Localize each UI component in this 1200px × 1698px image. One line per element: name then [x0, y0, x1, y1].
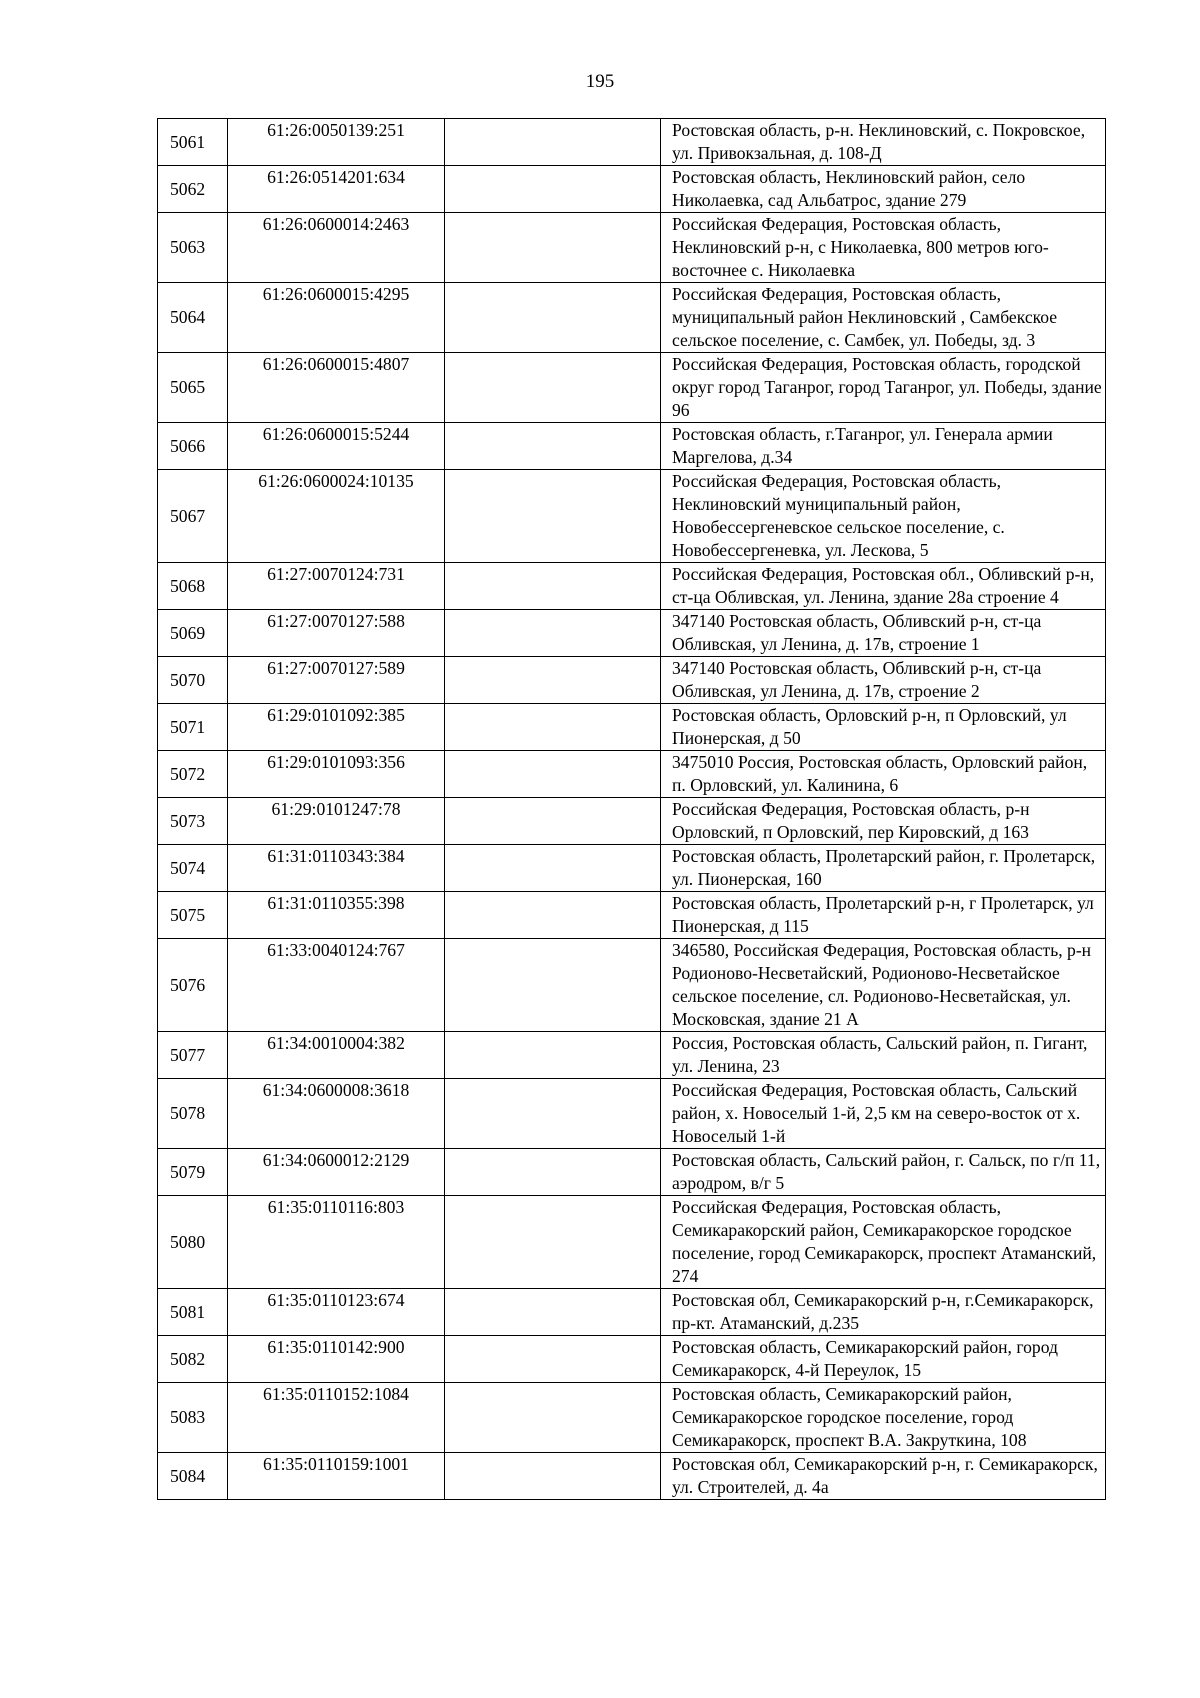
table-row — [158, 704, 1106, 751]
address: Ростовская область, р-н. Неклиновский, с. Покровское, ул. Привокзальная, д. 108-Д — [661, 119, 1106, 166]
empty-cell — [445, 1196, 661, 1289]
cadastral-number: 61:35:0110116:803 — [228, 1196, 445, 1289]
table-row — [158, 1032, 1106, 1079]
address: Ростовская область, Семикаракорский район, Семикаракорское городское поселение, город Семикаракорск, проспект В.А. Закруткина, 108 — [661, 1383, 1106, 1453]
cadastral-number: 61:31:0110343:384 — [228, 845, 445, 892]
table-row — [158, 166, 1106, 213]
cadastral-number: 61:34:0010004:382 — [228, 1032, 445, 1079]
empty-cell — [445, 845, 661, 892]
empty-cell — [445, 166, 661, 213]
row-number: 5082 — [158, 1336, 228, 1383]
table-row — [158, 563, 1106, 610]
row-number: 5078 — [158, 1079, 228, 1149]
table-row — [158, 845, 1106, 892]
table-row — [158, 423, 1106, 470]
row-number: 5070 — [158, 657, 228, 704]
empty-cell — [445, 751, 661, 798]
empty-cell — [445, 1032, 661, 1079]
row-number: 5069 — [158, 610, 228, 657]
empty-cell — [445, 119, 661, 166]
row-number: 5076 — [158, 939, 228, 1032]
cadastral-number: 61:33:0040124:767 — [228, 939, 445, 1032]
row-number: 5068 — [158, 563, 228, 610]
address: 346580, Российская Федерация, Ростовская область, р-н Родионово-Несветайский, Родионово-Несветайское сельское поселение, сл. Родионово-Несветайская, ул. Московская, здание 21 А — [661, 939, 1106, 1032]
table-row — [158, 751, 1106, 798]
address: Ростовская область, Сальский район, г. Сальск, по г/п 11, аэродром, в/г 5 — [661, 1149, 1106, 1196]
empty-cell — [445, 1289, 661, 1336]
empty-cell — [445, 939, 661, 1032]
empty-cell — [445, 353, 661, 423]
table-row — [158, 798, 1106, 845]
cadastral-number: 61:26:0600015:4295 — [228, 283, 445, 353]
cadastral-number: 61:27:0070127:588 — [228, 610, 445, 657]
cadastral-number: 61:29:0101247:78 — [228, 798, 445, 845]
table-row — [158, 213, 1106, 283]
row-number: 5083 — [158, 1383, 228, 1453]
cadastral-number: 61:26:0514201:634 — [228, 166, 445, 213]
row-number: 5073 — [158, 798, 228, 845]
cadastral-number: 61:27:0070127:589 — [228, 657, 445, 704]
cadastral-number: 61:26:0050139:251 — [228, 119, 445, 166]
cadastral-number: 61:34:0600008:3618 — [228, 1079, 445, 1149]
empty-cell — [445, 213, 661, 283]
cadastral-number: 61:35:0110123:674 — [228, 1289, 445, 1336]
empty-cell — [445, 657, 661, 704]
registry-table — [157, 118, 1106, 1500]
empty-cell — [445, 892, 661, 939]
table-row — [158, 470, 1106, 563]
empty-cell — [445, 423, 661, 470]
row-number: 5072 — [158, 751, 228, 798]
row-number: 5061 — [158, 119, 228, 166]
table-row — [158, 1383, 1106, 1453]
registry-table-body — [158, 119, 1106, 1500]
address: Ростовская область, г.Таганрог, ул. Генерала армии Маргелова, д.34 — [661, 423, 1106, 470]
row-number: 5067 — [158, 470, 228, 563]
empty-cell — [445, 1149, 661, 1196]
table-row — [158, 1336, 1106, 1383]
address: 3475010 Россия, Ростовская область, Орловский район, п. Орловский, ул. Калинина, 6 — [661, 751, 1106, 798]
empty-cell — [445, 1079, 661, 1149]
address: Ростовская область, Пролетарский р-н, г Пролетарск, ул Пионерская, д 115 — [661, 892, 1106, 939]
cadastral-number: 61:34:0600012:2129 — [228, 1149, 445, 1196]
cadastral-number: 61:26:0600015:4807 — [228, 353, 445, 423]
address: 347140 Ростовская область, Обливский р-н, ст-ца Обливская, ул Ленина, д. 17в, строение 1 — [661, 610, 1106, 657]
address: Ростовская область, Неклиновский район, село Николаевка, сад Альбатрос, здание 279 — [661, 166, 1106, 213]
cadastral-number: 61:35:0110142:900 — [228, 1336, 445, 1383]
table-row — [158, 1149, 1106, 1196]
cadastral-number: 61:26:0600014:2463 — [228, 213, 445, 283]
row-number: 5064 — [158, 283, 228, 353]
table-row — [158, 610, 1106, 657]
address: Россия, Ростовская область, Сальский район, п. Гигант, ул. Ленина, 23 — [661, 1032, 1106, 1079]
cadastral-number: 61:29:0101092:385 — [228, 704, 445, 751]
table-row — [158, 892, 1106, 939]
address: Российская Федерация, Ростовская область, городской округ город Таганрог, город Таганрог, ул. Победы, здание 96 — [661, 353, 1106, 423]
table-row — [158, 657, 1106, 704]
address: Российская Федерация, Ростовская область, Сальский район, х. Новоселый 1-й, 2,5 км на северо-восток от х. Новоселый 1-й — [661, 1079, 1106, 1149]
row-number: 5066 — [158, 423, 228, 470]
address: Ростовская область, Семикаракорский район, город Семикаракорск, 4-й Переулок, 15 — [661, 1336, 1106, 1383]
cadastral-number: 61:31:0110355:398 — [228, 892, 445, 939]
table-row — [158, 353, 1106, 423]
cadastral-number: 61:35:0110159:1001 — [228, 1453, 445, 1500]
row-number: 5071 — [158, 704, 228, 751]
table-row — [158, 939, 1106, 1032]
row-number: 5084 — [158, 1453, 228, 1500]
address: Российская Федерация, Ростовская область, р-н Орловский, п Орловский, пер Кировский, д 163 — [661, 798, 1106, 845]
row-number: 5080 — [158, 1196, 228, 1289]
table-row — [158, 1289, 1106, 1336]
row-number: 5079 — [158, 1149, 228, 1196]
address: Российская Федерация, Ростовская область, Неклиновский р-н, с Николаевка, 800 метров юго-восточнее с. Николаевка — [661, 213, 1106, 283]
row-number: 5063 — [158, 213, 228, 283]
table-row — [158, 1453, 1106, 1500]
row-number: 5077 — [158, 1032, 228, 1079]
address: Ростовская область, Орловский р-н, п Орловский, ул Пионерская, д 50 — [661, 704, 1106, 751]
cadastral-number: 61:29:0101093:356 — [228, 751, 445, 798]
address: Ростовская обл, Семикаракорский р-н, г. Семикаракорск, ул. Строителей, д. 4а — [661, 1453, 1106, 1500]
empty-cell — [445, 798, 661, 845]
empty-cell — [445, 1383, 661, 1453]
table-row — [158, 1196, 1106, 1289]
table-row — [158, 119, 1106, 166]
address: Российская Федерация, Ростовская обл., Обливский р-н, ст-ца Обливская, ул. Ленина, здание 28а строение 4 — [661, 563, 1106, 610]
page-number: 195 — [585, 71, 615, 92]
cadastral-number: 61:26:0600024:10135 — [228, 470, 445, 563]
row-number: 5075 — [158, 892, 228, 939]
empty-cell — [445, 1453, 661, 1500]
address: Российская Федерация, Ростовская область, муниципальный район Неклиновский , Самбекское сельское поселение, с. Самбек, ул. Победы, зд. 3 — [661, 283, 1106, 353]
address: Российская Федерация, Ростовская область, Семикаракорский район, Семикаракорское городское поселение, город Семикаракорск, проспект Атаманский, 274 — [661, 1196, 1106, 1289]
row-number: 5074 — [158, 845, 228, 892]
cadastral-number: 61:26:0600015:5244 — [228, 423, 445, 470]
table-row — [158, 1079, 1106, 1149]
empty-cell — [445, 283, 661, 353]
cadastral-number: 61:27:0070124:731 — [228, 563, 445, 610]
empty-cell — [445, 704, 661, 751]
address: Ростовская обл, Семикаракорский р-н, г.Семикаракорск, пр-кт. Атаманский, д.235 — [661, 1289, 1106, 1336]
row-number: 5065 — [158, 353, 228, 423]
empty-cell — [445, 470, 661, 563]
address: Ростовская область, Пролетарский район, г. Пролетарск, ул. Пионерская, 160 — [661, 845, 1106, 892]
empty-cell — [445, 563, 661, 610]
row-number: 5062 — [158, 166, 228, 213]
cadastral-number: 61:35:0110152:1084 — [228, 1383, 445, 1453]
table-row — [158, 283, 1106, 353]
row-number: 5081 — [158, 1289, 228, 1336]
address: Российская Федерация, Ростовская область, Неклиновский муниципальный район, Новобессергеневское сельское поселение, с. Новобессергеневка, ул. Лескова, 5 — [661, 470, 1106, 563]
empty-cell — [445, 610, 661, 657]
address: 347140 Ростовская область, Обливский р-н, ст-ца Обливская, ул Ленина, д. 17в, строение 2 — [661, 657, 1106, 704]
empty-cell — [445, 1336, 661, 1383]
